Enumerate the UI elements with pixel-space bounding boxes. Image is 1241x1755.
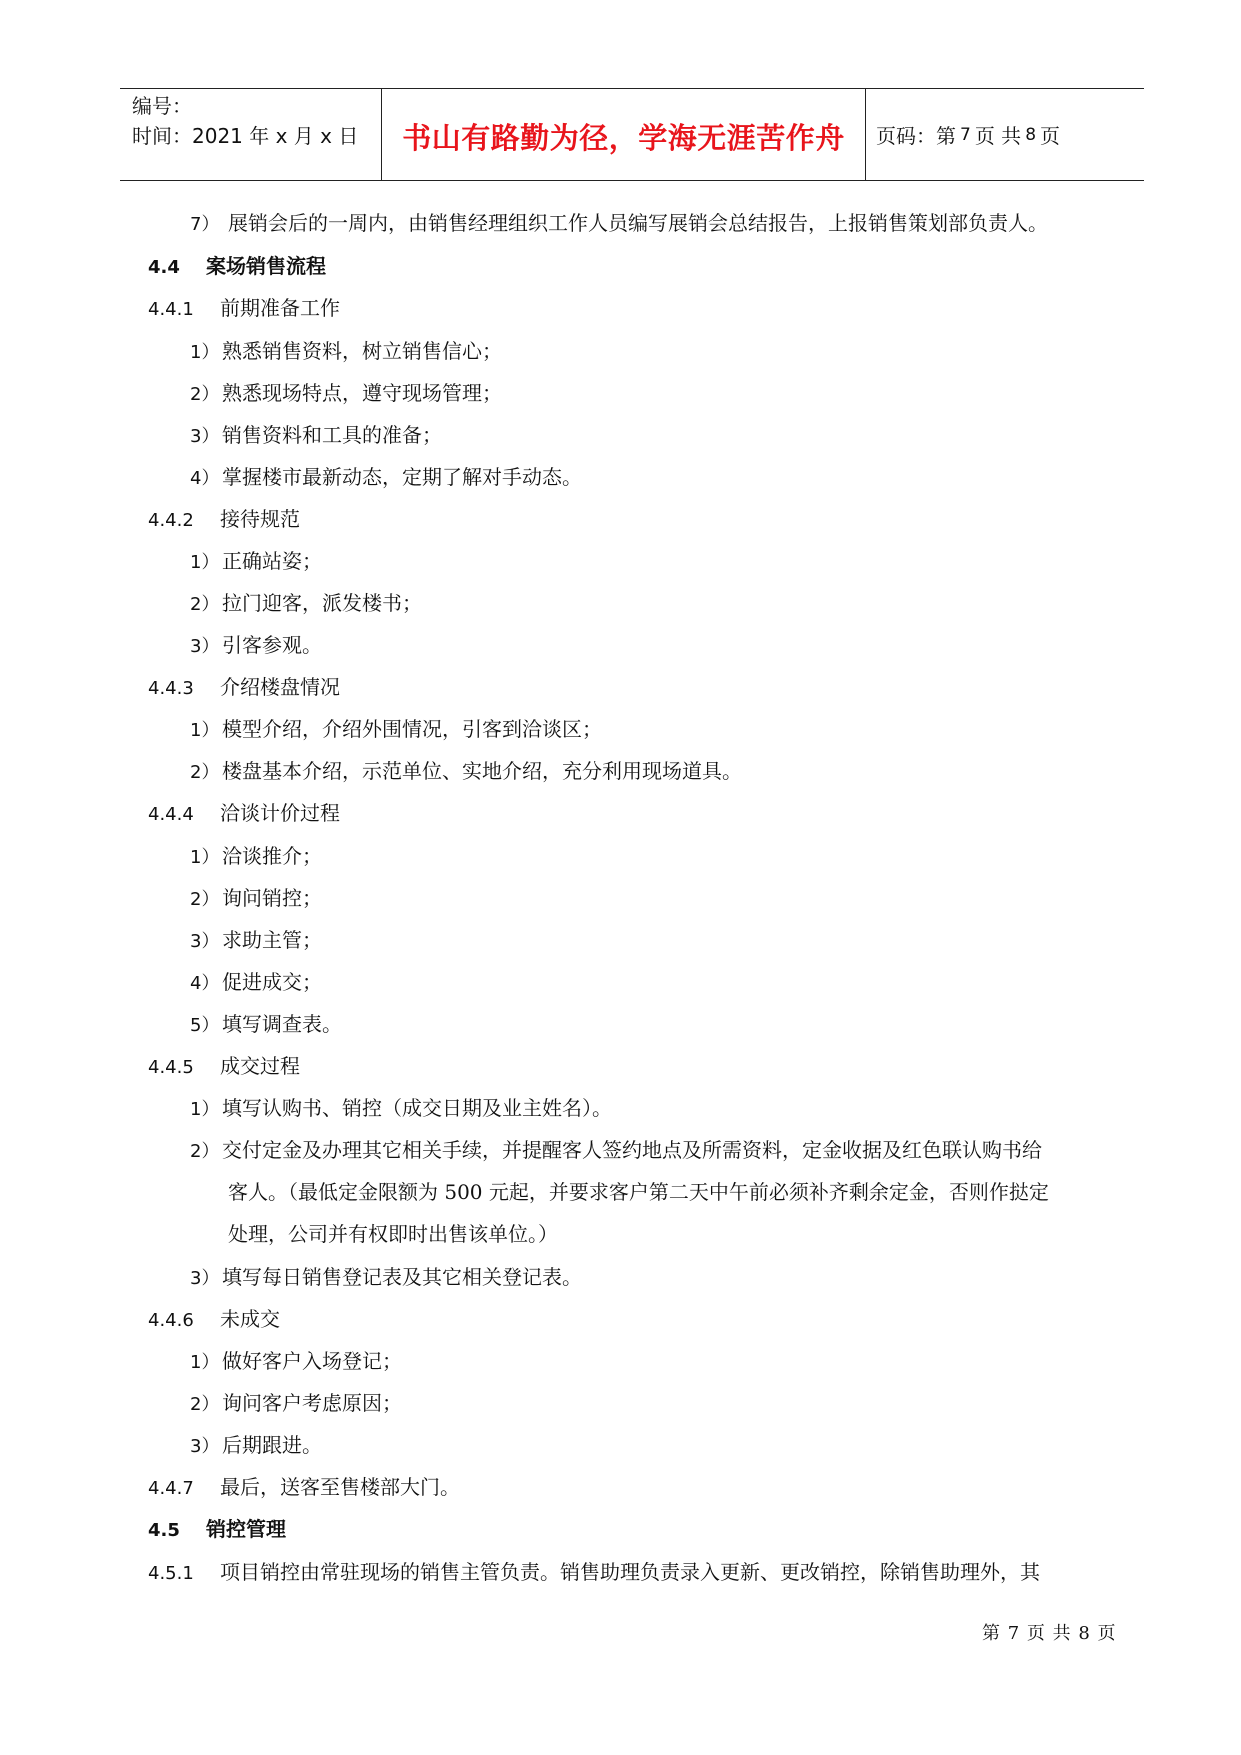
subsection-heading: 4.4.1 前期准备工作 (148, 296, 340, 320)
page-header (120, 88, 1144, 181)
list-item: 2） 询问销控； (190, 886, 322, 910)
list-item: 2） 拉门迎客，派发楼书； (190, 591, 422, 615)
subsection-heading: 4.4.2 接待规范 (148, 507, 300, 531)
subsection-heading: 4.4.4 洽谈计价过程 (148, 801, 340, 825)
subsection-heading: 4.4.7 最后，送客至售楼部大门。 (148, 1475, 460, 1499)
section-heading: 4.5 销控管理 (148, 1517, 286, 1541)
page-current: 7 (960, 124, 971, 145)
subsection-heading: 4.4.5 成交过程 (148, 1054, 300, 1078)
list-item: 4） 促进成交； (190, 970, 322, 994)
subsection-heading: 4.4.6 未成交 (148, 1307, 280, 1331)
list-item: 3） 后期跟进。 (190, 1433, 322, 1457)
header-page-number (866, 89, 1144, 180)
list-item: 1） 熟悉销售资料，树立销售信心； (190, 339, 502, 363)
list-item: 1） 填写认购书、销控（成交日期及业主姓名）。 (190, 1096, 612, 1120)
list-item-continuation: 客人。（最低定金限额为 500 元起，并要求客户第二天中午前必须补齐剩余定金，否则作挞定 (228, 1180, 1049, 1204)
number-label: 编号： (132, 94, 192, 118)
time-label: 时间：2021 年 x 月 x 日 (132, 124, 359, 148)
header-meta (120, 89, 382, 180)
page-label-mid: 页 共 (974, 124, 1022, 148)
list-item: 3） 引客参观。 (190, 633, 322, 657)
list-item: 1） 洽谈推介； (190, 844, 322, 868)
list-item: 1） 做好客户入场登记； (190, 1349, 402, 1373)
list-item: 2） 询问客户考虑原因； (190, 1391, 402, 1415)
list-item: 2） 熟悉现场特点，遵守现场管理； (190, 381, 502, 405)
page-label-prefix: 页码：第 (876, 124, 956, 148)
list-item: 2） 楼盘基本介绍，示范单位、实地介绍，充分利用现场道具。 (190, 759, 742, 783)
header-motto: 书山有路勤为径，学海无涯苦作舟 (382, 89, 866, 180)
list-item: 3） 求助主管； (190, 928, 322, 952)
page-footer: 第 7 页 共 8 页 (982, 1623, 1117, 1644)
page-label-suffix: 页 (1040, 124, 1061, 148)
list-item-continuation: 处理，公司并有权即时出售该单位。） (228, 1222, 558, 1246)
list-item: 3） 销售资料和工具的准备； (190, 423, 442, 447)
list-item: 7） 展销会后的一周内，由销售经理组织工作人员编写展销会总结报告，上报销售策划部负责人。 (190, 211, 1048, 235)
list-item: 4） 掌握楼市最新动态，定期了解对手动态。 (190, 465, 582, 489)
list-item: 5） 填写调查表。 (190, 1012, 342, 1036)
list-item: 1） 模型介绍，介绍外围情况，引客到洽谈区； (190, 717, 602, 741)
subsection-heading: 4.5.1 项目销控由常驻现场的销售主管负责。销售助理负责录入更新、更改销控，除销售助理外，其 (148, 1560, 1040, 1584)
section-heading: 4.4 案场销售流程 (148, 254, 326, 278)
list-item: 1） 正确站姿； (190, 549, 322, 573)
list-item: 2） 交付定金及办理其它相关手续，并提醒客人签约地点及所需资料，定金收据及红色联认购书给 (190, 1138, 1042, 1162)
list-item: 3） 填写每日销售登记表及其它相关登记表。 (190, 1265, 582, 1289)
subsection-heading: 4.4.3 介绍楼盘情况 (148, 675, 340, 699)
page-total: 8 (1025, 124, 1037, 145)
